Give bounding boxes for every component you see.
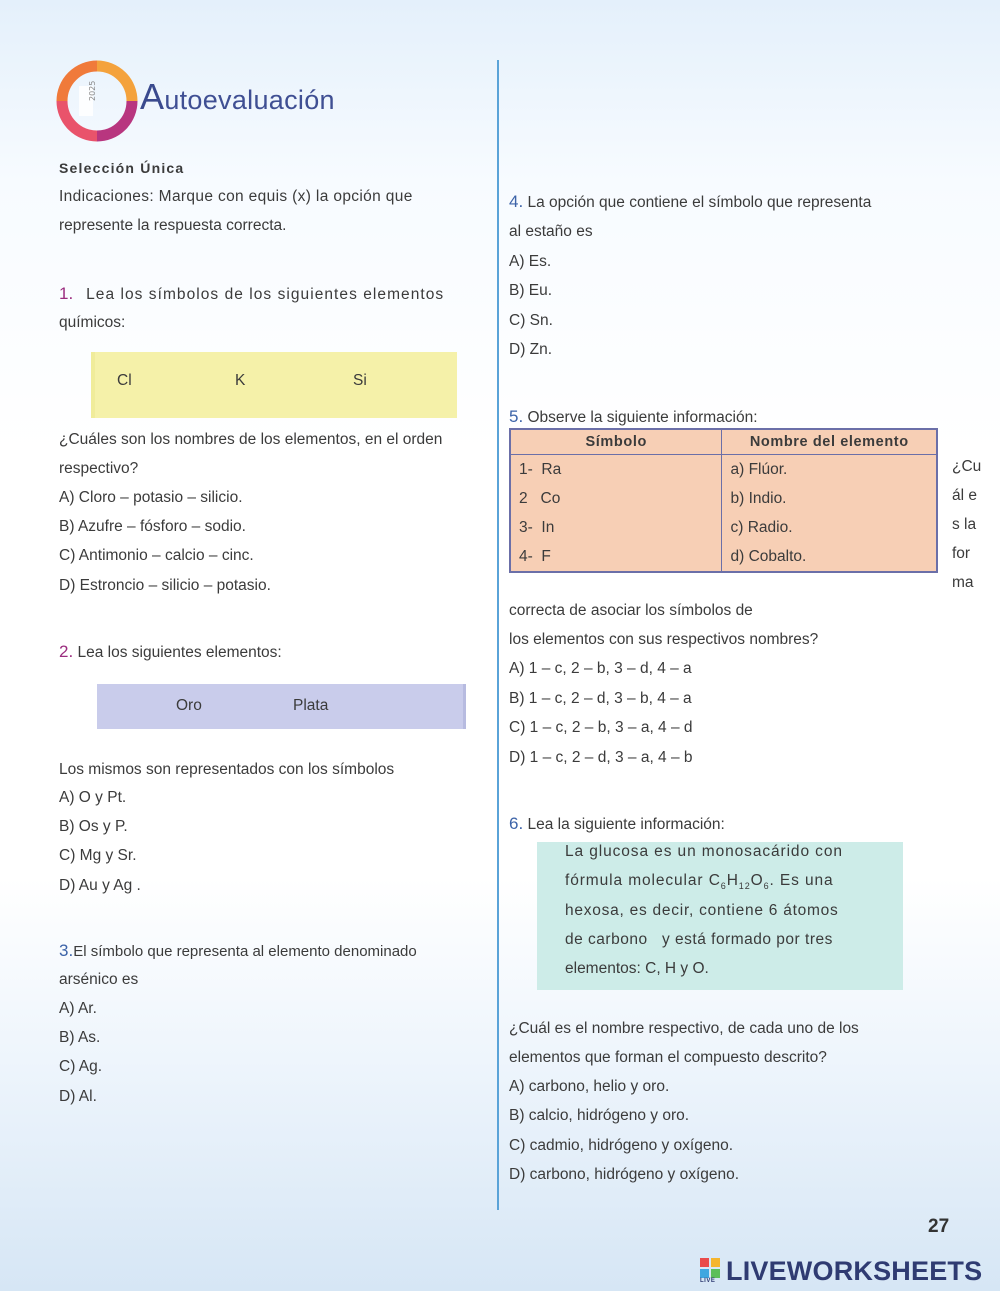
q2-element: Oro [176, 697, 202, 714]
brand-badge-text: LIVE [700, 1278, 716, 1284]
q5-cell-name: b) Indio. [722, 484, 937, 513]
q5-cell-symbol: 3- In [510, 513, 722, 542]
q2-text: Lea los siguientes elementos: [77, 644, 282, 661]
q2-option-c[interactable]: C) Mg y Sr. [59, 847, 137, 864]
q4-line-1 [509, 192, 871, 213]
q6-box-text: fórmula molecular C [565, 872, 721, 889]
logo-ring-icon [56, 60, 138, 142]
q5-side-text: s la [952, 516, 977, 533]
section-title: Selección Única [59, 160, 185, 176]
q5-cell-symbol: 4- F [510, 542, 722, 572]
q5-option-a[interactable]: A) 1 – c, 2 – b, 3 – d, 4 – a [509, 660, 692, 677]
q4-option-c[interactable]: C) Sn. [509, 312, 553, 329]
q1-number: 1. [59, 284, 74, 303]
logo-title [140, 76, 335, 118]
q4-option-b[interactable]: B) Eu. [509, 282, 553, 299]
q3-option-d[interactable]: D) Al. [59, 1088, 97, 1105]
q3-text-1: El símbolo que representa al elemento denominado [73, 943, 417, 960]
q4-number: 4. [509, 192, 524, 211]
q5-table-header-row [510, 429, 937, 455]
q6-option-b[interactable]: B) calcio, hidrógeno y oro. [509, 1107, 690, 1124]
q6-box-line: La glucosa es un monosacárido con [565, 843, 843, 860]
q6-number: 6. [509, 814, 524, 833]
q5-cell-name: a) Flúor. [722, 455, 937, 485]
q5-cell-name: d) Cobalto. [722, 542, 937, 572]
q5-side-text: ál e [952, 487, 977, 504]
q1-text-1: Lea los símbolos de los siguientes elementos [86, 286, 445, 303]
q6-sub: 6 [763, 881, 770, 892]
q5-cell-symbol: 1- Ra [510, 455, 722, 485]
q1-option-c[interactable]: C) Antimonio – calcio – cinc. [59, 547, 254, 564]
q2-option-a[interactable]: A) O y Pt. [59, 789, 127, 806]
page-number: 27 [928, 1216, 950, 1237]
brand-logo[interactable] [700, 1256, 990, 1288]
q3-number: 3. [59, 941, 74, 960]
q1-symbol: Cl [117, 372, 132, 389]
brand-name: LIVEWORKSHEETS [726, 1256, 983, 1286]
q3-text-2: arsénico es [59, 971, 139, 988]
q6-sub: 6 [720, 881, 727, 892]
logo-title-rest: utoevaluación [164, 85, 335, 115]
q5-text: Observe la siguiente información: [527, 409, 758, 426]
column-divider [497, 60, 499, 1210]
q2-element: Plata [293, 697, 329, 714]
q5-line [509, 407, 758, 428]
q1-question-1: ¿Cuáles son los nombres de los elementos, en el orden [59, 431, 443, 448]
q6-box-line: de carbono y está formado por tres [565, 931, 833, 948]
table-row [510, 513, 937, 542]
q5-col-header-name: Nombre del elemento [722, 429, 937, 455]
q1-option-d[interactable]: D) Estroncio – silicio – potasio. [59, 577, 271, 594]
q5-cell-name: c) Radio. [722, 513, 937, 542]
q2-elements-box [97, 684, 466, 729]
q6-info-box [537, 842, 903, 990]
q6-sub: 12 [738, 881, 751, 892]
q1-question-2: respectivo? [59, 460, 139, 477]
q5-side-text: for [952, 545, 971, 562]
q6-box-text: O [750, 872, 764, 889]
q4-option-d[interactable]: D) Zn. [509, 341, 553, 358]
q1-line-1 [59, 284, 444, 305]
q6-text: Lea la siguiente información: [527, 816, 725, 833]
brand-badge-icon [700, 1258, 722, 1284]
q6-question-1: ¿Cuál es el nombre respectivo, de cada uno de los [509, 1020, 859, 1037]
q6-option-d[interactable]: D) carbono, hidrógeno y oxígeno. [509, 1166, 740, 1183]
table-row [510, 455, 937, 485]
q1-symbol: K [235, 372, 246, 389]
q3-option-b[interactable]: B) As. [59, 1029, 101, 1046]
q1-symbol: Si [353, 372, 367, 389]
q5-option-d[interactable]: D) 1 – c, 2 – d, 3 – a, 4 – b [509, 749, 693, 766]
instructions-line-1: Indicaciones: Marque con equis (x) la opción que [59, 188, 413, 205]
q2-option-b[interactable]: B) Os y P. [59, 818, 128, 835]
q6-question-2: elementos que forman el compuesto descrito? [509, 1049, 827, 1066]
q2-line [59, 642, 282, 663]
logo [56, 60, 341, 140]
q4-option-a[interactable]: A) Es. [509, 253, 552, 270]
q3-option-a[interactable]: A) Ar. [59, 1000, 97, 1017]
q2-number: 2. [59, 642, 74, 661]
q1-text-2: químicos: [59, 314, 126, 331]
q1-symbols-box [91, 352, 457, 418]
q5-cell-symbol: 2 Co [510, 484, 722, 513]
q5-question-2: los elementos con sus respectivos nombres? [509, 631, 819, 648]
table-row [510, 542, 937, 572]
q5-side-text: ma [952, 574, 974, 591]
q6-box-line: hexosa, es decir, contiene 6 átomos [565, 902, 839, 919]
logo-title-initial: A [140, 76, 165, 117]
q2-option-d[interactable]: D) Au y Ag . [59, 877, 141, 894]
q6-box-line: elementos: C, H y O. [565, 960, 709, 977]
q6-box-formula-line [565, 871, 834, 896]
q6-box-text: H [726, 872, 739, 889]
q4-text-2: al estaño es [509, 223, 593, 240]
q6-option-a[interactable]: A) carbono, helio y oro. [509, 1078, 670, 1095]
logo-ring-text: 2025 [88, 80, 97, 101]
table-row [510, 484, 937, 513]
q2-question: Los mismos son representados con los símbolos [59, 761, 395, 778]
q6-option-c[interactable]: C) cadmio, hidrógeno y oxígeno. [509, 1137, 734, 1154]
q5-question-1: correcta de asociar los símbolos de [509, 602, 753, 619]
q5-side-text: ¿Cu [952, 458, 982, 475]
q5-number: 5. [509, 407, 524, 426]
q6-line [509, 814, 725, 835]
q5-option-b[interactable]: B) 1 – c, 2 – d, 3 – b, 4 – a [509, 690, 692, 707]
q6-box-text: . Es una [769, 872, 834, 889]
q1-option-b[interactable]: B) Azufre – fósforo – sodio. [59, 518, 246, 535]
q5-col-header-symbol: Símbolo [510, 429, 722, 455]
q4-text-1: La opción que contiene el símbolo que representa [527, 194, 872, 211]
instructions-line-2: represente la respuesta correcta. [59, 217, 287, 234]
q5-option-c[interactable]: C) 1 – c, 2 – b, 3 – a, 4 – d [509, 719, 693, 736]
q1-option-a[interactable]: A) Cloro – potasio – silicio. [59, 489, 243, 506]
q3-line-1 [59, 941, 417, 962]
q3-option-c[interactable]: C) Ag. [59, 1058, 103, 1075]
q5-table [509, 428, 938, 573]
